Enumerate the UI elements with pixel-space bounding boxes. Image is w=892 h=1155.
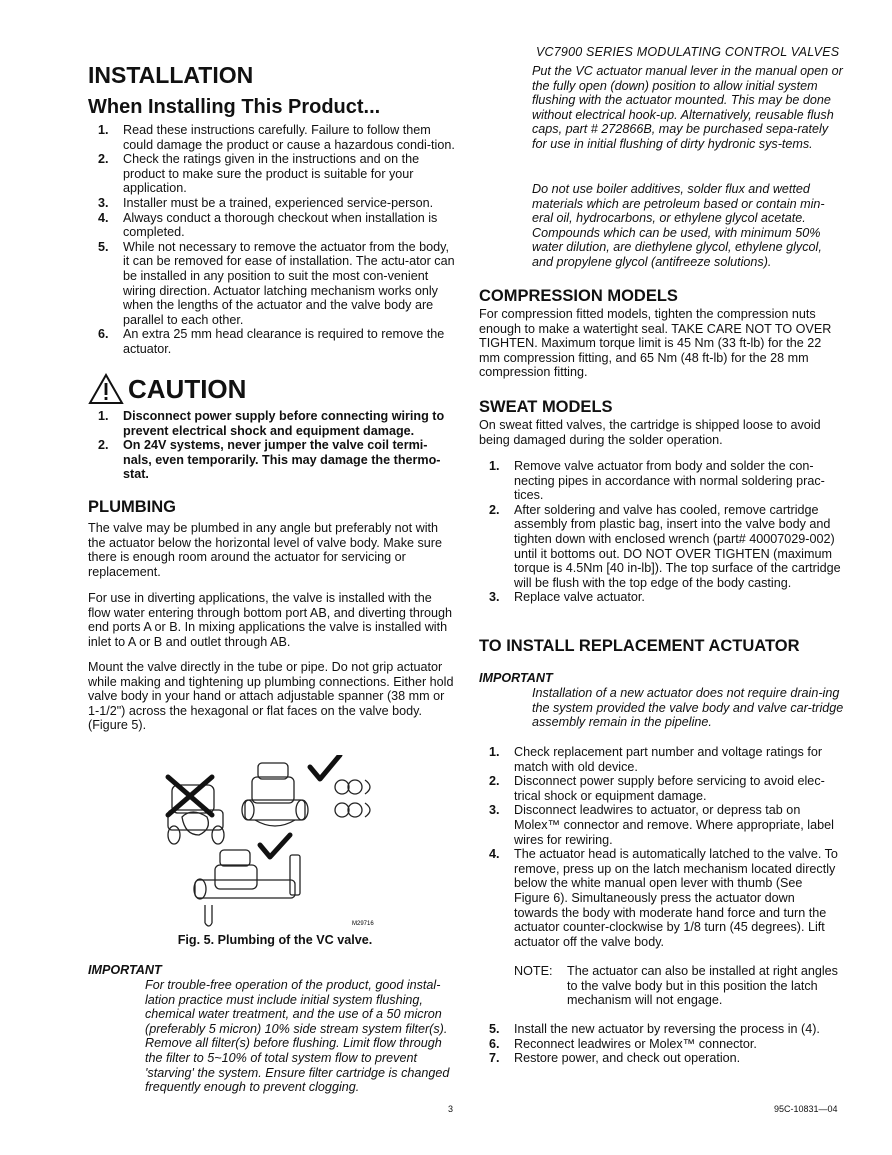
item-number: 2. (98, 438, 109, 453)
item-text: On 24V systems, never jumper the valve coil termi-nals, even temporarily. This may damage the thermo-stat. (123, 438, 441, 482)
compression-heading: COMPRESSION MODELS (479, 287, 678, 305)
item-text: While not necessary to remove the actuator from the body, it can be removed for ease of installation. The actu-ator can be installed in any position to suit the most con-venient wiring direction. Actuator latching mechanism works only when the lengths of the actuator and the valve body are parallel to each other. (123, 239, 455, 327)
sweat-paragraph: On sweat fitted valves, the cartridge is shipped loose to avoid being damaged during the solder operation. (479, 418, 821, 447)
item-text: Check the ratings given in the instructions and on the product to make sure the product is suitable for your application. (123, 152, 420, 196)
item-number: 1. (98, 409, 109, 423)
list-item (479, 459, 841, 503)
item-text: Restore power, and check out operation. (514, 1051, 741, 1066)
item-number: 6. (98, 327, 109, 342)
list-item (88, 438, 456, 482)
caution-list (88, 409, 456, 482)
warning-icon (88, 373, 124, 405)
note-text: The actuator can also be installed at right angles to the valve body but in this position the latch mechanism will not engage. (567, 964, 838, 1008)
item-text: Install the new actuator by reversing the process in (4). (514, 1022, 820, 1036)
list-item (88, 211, 456, 240)
replacement-steps-list (479, 745, 841, 949)
item-text: Reconnect leadwires or Molex™ connector. (514, 1036, 757, 1051)
figure-caption: Fig. 5. Plumbing of the VC valve. (177, 933, 373, 947)
caution-title: CAUTION (128, 373, 247, 404)
item-number: 1. (489, 745, 500, 759)
list-item (88, 123, 456, 152)
item-number: 3. (489, 803, 500, 818)
important-text: For trouble-free operation of the product, good instal-lation practice must include initial system flushing, chemical water treatment, and the use of a 50 micron (preferably 5 micron) 10% side stream system filter(s). Remove all filter(s) before flushing. Limit flow through the filter to 5~10% of total system flow to prevent 'starving' the system. Ensure filter cartridge is changed frequently enough to prevent clogging. (145, 978, 450, 1095)
list-item (479, 1051, 841, 1066)
list-item (479, 503, 841, 591)
sweat-heading: SWEAT MODELS (479, 398, 613, 416)
replacement-heading: TO INSTALL REPLACEMENT ACTUATOR (479, 637, 800, 655)
plumbing-heading: PLUMBING (88, 498, 176, 516)
list-item (479, 1037, 841, 1052)
item-text: Disconnect power supply before connecting wiring to prevent electrical shock and equipment damage. (123, 409, 445, 438)
note-label: NOTE: (514, 964, 553, 978)
document-number: 95C-10831—04 (774, 1104, 838, 1114)
item-number: 3. (98, 195, 109, 210)
caution-heading (88, 373, 246, 405)
item-number: 6. (489, 1036, 500, 1051)
additives-paragraph: Do not use boiler additives, solder flux and wetted materials which are petroleum based or contain min-eral oil, hydrocarbons, or ethylene glycol acetate. Compounds which can be used, with minimum 50% water dilution, are diethylene glycol, ethylene glycol, and propylene glycol (antifreeze solutions). (532, 182, 825, 269)
item-number: 5. (98, 239, 109, 254)
list-item (479, 803, 841, 847)
plumbing-paragraph-3: Mount the valve directly in the tube or pipe. Do not grip actuator while making and tightening up plumbing connections. Either hold valve body in your hand or attach adjustable spanner (38 mm or 1-1/2") across the hexagonal or flat faces on the valve body. (Figure 5). (88, 660, 454, 733)
item-text: Disconnect leadwires to actuator, or depress tab on Molex™ connector and remove. Where appropriate, label wires for rewiring. (514, 803, 834, 847)
item-number: 1. (489, 459, 500, 473)
item-text: Installer must be a trained, experienced service-person. (123, 195, 434, 210)
list-item (88, 409, 456, 438)
item-number: 4. (98, 210, 109, 225)
item-text: After soldering and valve has cooled, remove cartridge assembly from plastic bag, insert into the valve body and tighten down with enclosed wrench (part# 40007029-002) until it bottoms out. DO NOT OVER TIGHTEN (maximum torque is 4.5Nm [40 in-lb]). The top surface of the cartridge will be flush with the top edge of the body casting. (514, 502, 841, 590)
page-number: 3 (448, 1104, 454, 1114)
list-item (88, 196, 456, 211)
item-number: 3. (489, 590, 500, 605)
install-steps-list (88, 123, 456, 357)
list-item (479, 1022, 841, 1037)
item-number: 4. (489, 847, 500, 862)
item-text: Read these instructions carefully. Failure to follow them could damage the product or cause a hazardous condi-tion. (123, 123, 455, 152)
running-head: VC7900 SERIES MODULATING CONTROL VALVES (536, 45, 840, 59)
sweat-steps-list (479, 459, 841, 605)
item-text: Check replacement part number and voltage ratings for match with old device. (514, 745, 823, 774)
list-item (479, 745, 841, 774)
list-item (88, 240, 456, 328)
item-text: Replace valve actuator. (514, 590, 645, 605)
item-number: 5. (489, 1022, 500, 1036)
important-label: IMPORTANT (479, 671, 553, 685)
flushing-paragraph: Put the VC actuator manual lever in the manual open or the fully open (down) position to allow initial system flushing with the actuator mounted. This may be done without electrical hook-up. Alternatively, reusable flush caps, part # 272866B, may be purchased sepa-rately for use in initial flushing of dirty hydronic sys-tems. (532, 64, 843, 151)
replacement-important-text: Installation of a new actuator does not require drain-ing the system provided the valve body and valve car-tridge assembly remain in the pipeline. (532, 686, 844, 730)
item-text: The actuator head is automatically latched to the valve. To remove, press up on the latch mechanism located directly below the white manual open lever with thumb (See Figure 6). Simultaneously press the actuator down towards the body with moderate hand force and turn the actuator counter-clockwise by 1/8 turn (45 degrees). Lift actuator off the valve body. (514, 847, 838, 949)
item-text: Always conduct a thorough checkout when installation is completed. (123, 210, 438, 240)
list-item (479, 774, 841, 803)
section-subtitle: When Installing This Product... (88, 96, 381, 118)
item-number: 2. (489, 502, 500, 517)
item-text: An extra 25 mm head clearance is required to remove the actuator. (123, 327, 445, 356)
list-item (88, 327, 456, 356)
important-label: IMPORTANT (88, 963, 162, 977)
list-item (479, 590, 841, 605)
list-item (88, 152, 456, 196)
item-number: 1. (98, 123, 109, 137)
item-number: 2. (98, 152, 109, 167)
list-item (479, 847, 841, 949)
page-title: INSTALLATION (88, 62, 254, 88)
plumbing-paragraph-2: For use in diverting applications, the valve is installed with the flow water entering through bottom port AB, and diverting through end ports A or B. In mixing applications the valve is installed with inlet to A or B and outlet through AB. (88, 591, 453, 649)
plumbing-figure (160, 755, 390, 930)
figure-code: M29716 (352, 921, 374, 927)
item-text: Disconnect power supply before servicing to avoid elec-trical shock or equipment damage. (514, 774, 825, 803)
plumbing-paragraph-1: The valve may be plumbed in any angle but preferably not with the actuator below the horizontal level of valve body. Make sure there is enough room around the actuator for servicing or replacement. (88, 521, 442, 579)
replacement-steps-list-continued (479, 1022, 841, 1066)
item-number: 2. (489, 774, 500, 789)
item-number: 7. (489, 1051, 500, 1066)
compression-paragraph: For compression fitted models, tighten the compression nuts enough to make a watertight seal. TAKE CARE NOT TO OVER TIGHTEN. Maximum torque limit is 45 Nm (33 ft-lb) for the 22 mm compression fitting, and 65 Nm (48 ft-lb) for the 28 mm compression fitting. (479, 307, 832, 380)
item-text: Remove valve actuator from body and solder the con-necting pipes in accordance with normal soldering prac-tices. (514, 459, 825, 503)
